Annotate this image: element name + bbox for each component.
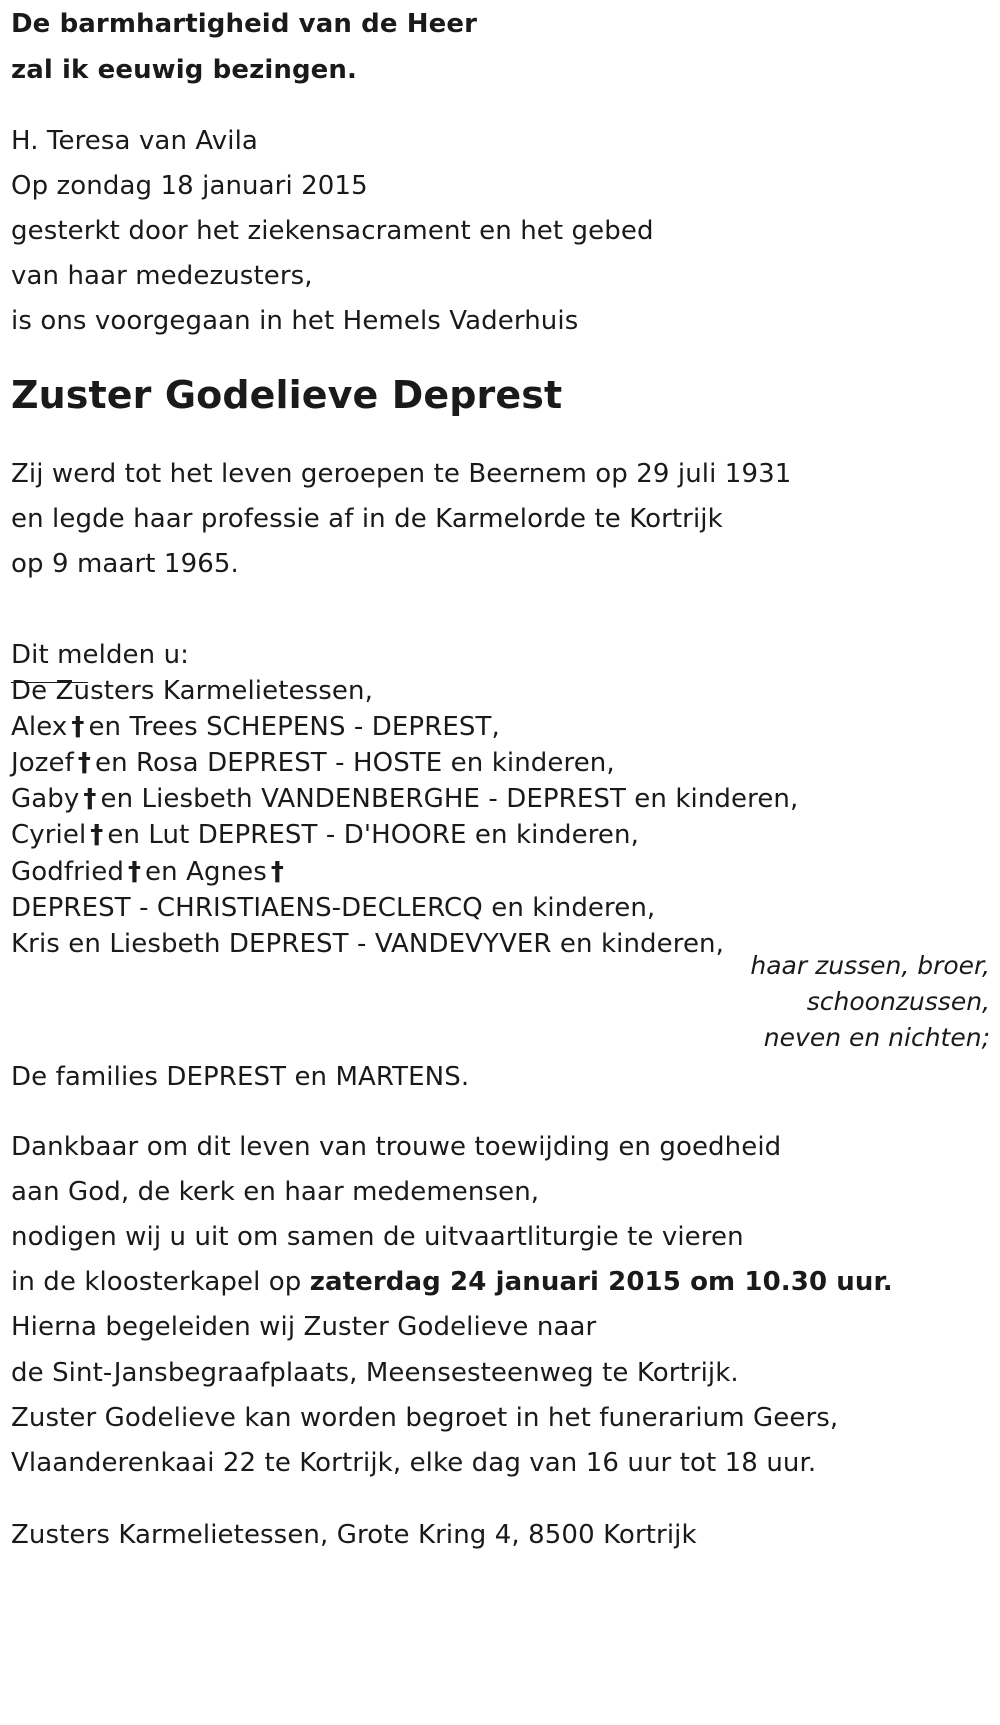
announcer-rest: en Liesbeth VANDENBERGHE - DEPREST en kinderen, — [100, 784, 799, 814]
cross-icon: † — [71, 712, 85, 742]
service-line-4-prefix: in de kloosterkapel op — [11, 1267, 310, 1297]
bio-line-3: op 9 maart 1965. — [11, 549, 239, 579]
intro-line-4: van haar medezusters, — [11, 261, 313, 291]
announcer-line — [11, 783, 798, 815]
relation-line-3: neven en nichten; — [763, 1023, 990, 1052]
relation-line-1: haar zussen, broer, — [750, 951, 990, 980]
cross-icon: † — [270, 857, 285, 887]
families-line: De families DEPREST en MARTENS. — [11, 1062, 470, 1092]
intro-line-2: Op zondag 18 januari 2015 — [11, 171, 368, 201]
announcer-first-name: Cyriel — [11, 820, 87, 850]
deceased-name: Zuster Godelieve Deprest — [11, 373, 563, 417]
announcer-line — [11, 747, 615, 779]
bio-line-1: Zij werd tot het leven geroepen te Beernem op 29 juli 1931 — [11, 459, 792, 489]
cross-icon: † — [127, 857, 142, 887]
motto-line-2: zal ik eeuwig bezingen. — [11, 55, 357, 85]
announcer-first-name: Godfried — [11, 857, 124, 887]
announcers-heading: Dit melden u: — [11, 640, 190, 670]
announcer-rest: en Trees SCHEPENS - DEPREST, — [88, 712, 500, 742]
announcer-line: DEPREST - CHRISTIAENS-DECLERCQ en kinderen, — [11, 893, 656, 923]
service-line-3: nodigen wij u uit om samen de uitvaartliturgie te vieren — [11, 1222, 744, 1252]
service-line-4 — [11, 1266, 893, 1298]
announcer-line — [11, 856, 288, 888]
service-line-6: de Sint-Jansbegraafplaats, Meensesteenweg te Kortrijk. — [11, 1358, 739, 1388]
announcer-first-name: Jozef — [11, 748, 74, 778]
relation-line-2: schoonzussen, — [806, 987, 990, 1016]
announcer-first-name: Gaby — [11, 784, 80, 814]
intro-line-3: gesterkt door het ziekensacrament en het gebed — [11, 216, 654, 246]
announcer-first-name: Alex — [11, 712, 68, 742]
announcer-line — [11, 711, 500, 743]
service-line-5: Hierna begeleiden wij Zuster Godelieve naar — [11, 1312, 597, 1342]
service-line-7: Zuster Godelieve kan worden begroet in het funerarium Geers, — [11, 1403, 839, 1433]
cross-icon: † — [77, 748, 91, 778]
announcer-rest: en Lut DEPREST - D'HOORE en kinderen, — [107, 820, 639, 850]
service-line-8: Vlaanderenkaai 22 te Kortrijk, elke dag van 16 uur tot 18 uur. — [11, 1448, 817, 1478]
cross-icon: † — [83, 784, 97, 814]
service-line-2: aan God, de kerk en haar medemensen, — [11, 1177, 540, 1207]
announcer-rest: en Agnes — [145, 857, 267, 887]
motto-line-1: De barmhartigheid van de Heer — [11, 9, 477, 39]
intro-line-1: H. Teresa van Avila — [11, 126, 258, 156]
intro-line-5: is ons voorgegaan in het Hemels Vaderhuis — [11, 306, 579, 336]
bio-line-2: en legde haar professie af in de Karmelorde te Kortrijk — [11, 504, 723, 534]
announcer-line: Kris en Liesbeth DEPREST - VANDEVYVER en kinderen, — [11, 929, 724, 959]
service-date-time: zaterdag 24 januari 2015 om 10.30 uur. — [309, 1267, 893, 1297]
contact-address: Zusters Karmelietessen, Grote Kring 4, 8500 Kortrijk — [11, 1520, 697, 1550]
announcer-line: De Zusters Karmelietessen, — [11, 676, 373, 706]
cross-icon: † — [90, 820, 104, 850]
announcer-line — [11, 819, 639, 851]
service-line-1: Dankbaar om dit leven van trouwe toewijding en goedheid — [11, 1132, 782, 1162]
announcer-rest: en Rosa DEPREST - HOSTE en kinderen, — [94, 748, 615, 778]
